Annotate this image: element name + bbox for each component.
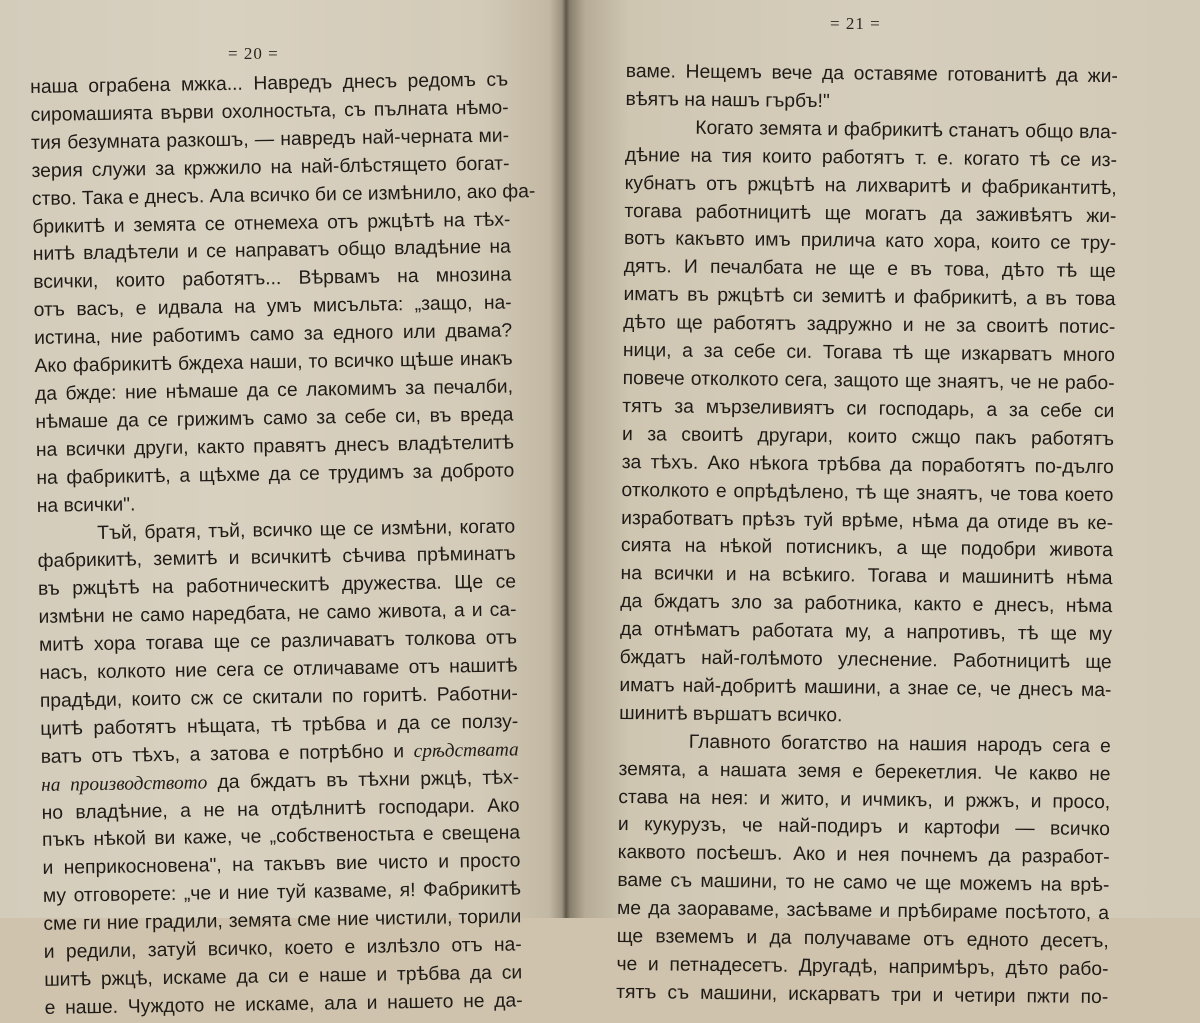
- text-line: сията на нѣкой потисникъ, а ще подобри живота: [620, 535, 1113, 562]
- right-page: [566, 0, 1200, 1009]
- text-line: че и петнадесетъ. Другадѣ, напримѣръ, дѣто рабо-: [616, 953, 1109, 981]
- text-line: въ ржцѣтѣ на работническитѣ дружества. Ще се: [37, 571, 517, 601]
- text-line: брикитѣ и земята се отнемеха отъ ржцѣтѣ на тѣх-: [32, 209, 511, 238]
- text-line: ще вземемъ и да получаваме отъ едното десетъ,: [616, 926, 1109, 953]
- paragraph-start-line: Когато земята и фабрикитѣ станатъ общо вла-: [695, 117, 1118, 143]
- text-line: на всички други, както правятъ днесъ владѣтелитѣ: [35, 432, 515, 461]
- text-line: митѣ хора тогава ще се различаватъ толкова отъ: [38, 627, 518, 657]
- book-gutter: [562, 0, 570, 918]
- text-line: шинитѣ вършатъ всичко.: [619, 702, 843, 727]
- text-line: дятъ. И печалбата не ще е въ това, дѣто тѣ ще: [623, 256, 1116, 283]
- text-line: да бжде: ние нѣмаше да се лакомимъ за печалби,: [34, 376, 514, 405]
- text-line: но владѣние, а не на отдѣлнитѣ господари. Ако: [41, 794, 520, 824]
- text-line: му отговорете: „че и ние туй казваме, я! Фабрикитѣ: [42, 878, 522, 908]
- page-number: = 21 =: [830, 14, 881, 33]
- text-line: сиромашията върви охолностьта, съ пълната нѣмо-: [30, 97, 509, 126]
- paragraph-start-line: Тъй, братя, тъй, всичко ще се измѣни, когато: [97, 515, 516, 544]
- text-line: прадѣди, които сж се скитали по горитѣ. Работни-: [39, 683, 518, 712]
- text-line: фабрикитѣ, земитѣ и всичкитѣ сѣчива прѣминатъ: [37, 543, 516, 573]
- text-run: ватъ отъ тѣхъ, а затова е потрѣбно и: [40, 740, 414, 768]
- text-line: отколкото е опрѣдѣлено, тѣ ще знаятъ, че това което: [621, 479, 1114, 506]
- text-line: тятъ съ машини, искарватъ три и четири пжти по-: [616, 981, 1109, 1009]
- text-line: и кукурузъ, че най-подиръ и картофи — всичко: [617, 814, 1111, 841]
- text-line: и неприкосновена", на такъвъ вие чисто и просто: [42, 850, 521, 880]
- text-line: иматъ въ ржцѣтѣ си земитѣ и фабрикитѣ, а въ това: [623, 284, 1116, 311]
- text-line: всички, които работятъ... Вѣрвамъ на мнозина: [33, 264, 512, 294]
- text-line: насъ, колкото ние сега се отличаваме отъ нашитѣ: [39, 655, 518, 684]
- text-line: ме да заораваме, засѣваме и прѣбираме посѣтото, а: [616, 898, 1110, 925]
- text-line: на фабрикитѣ, а щѣхме да се трудимъ за доброто: [36, 460, 515, 489]
- text-line: пъкъ нѣкой ви каже, че „собственостьта е свещена: [41, 822, 521, 852]
- text-line: ство. Така е днесъ. Ала всичко би се измѣнило, ако фа-: [31, 180, 536, 210]
- text-line: на всички".: [36, 493, 136, 517]
- text-line: вотъ какъвто имъ прилича като хора, които се тру-: [623, 228, 1117, 255]
- text-line: отъ васъ, е идвала на умъ мисъльта: „защо, на-: [33, 292, 512, 322]
- text-line: дѣто ще работятъ задружно и не за своитѣ потис-: [623, 312, 1116, 339]
- text-line: ваме съ машини, то не само че ще можемъ на врѣ-: [617, 870, 1110, 897]
- text-line: нѣмаше да се грижимъ само за себе си, въ вреда: [35, 404, 514, 433]
- text-line: и редили, затуй всичко, което е излѣзло отъ на-: [43, 934, 522, 963]
- paragraph-start-line: Главното богатство на нашия народъ сега е: [688, 731, 1111, 757]
- text-line: иматъ най-добритѣ машини, а знае се, че днесъ ма-: [619, 674, 1112, 702]
- text-line: истина, ние работимъ само за едного или двама?: [33, 320, 513, 350]
- text-line: на всички и на всѣкиго. Тогава и машинитѣ нѣма: [620, 563, 1113, 590]
- text-line: ваме. Нещемъ вече да оставяме готованитѣ да жи-: [625, 60, 1118, 88]
- left-page: [0, 0, 566, 1019]
- text-line: цитѣ работятъ нѣщата, тѣ трѣбва и да се ползу-: [40, 711, 519, 740]
- italic-emphasis: срѣдствата: [413, 739, 519, 762]
- text-line: за тѣхъ. Ако нѣкога трѣбва да поработятъ по-дълго: [621, 451, 1114, 478]
- text-line: тогава работницитѣ ще могатъ да заживѣятъ жи-: [624, 200, 1117, 227]
- text-line: земята, а нашата земя е берекетлия. Че какво не: [618, 758, 1111, 785]
- page-text: [616, 58, 1118, 1012]
- page-text: [30, 66, 536, 1022]
- text-line: да отнѣматъ работата му, а напротивъ, тѣ ще му: [619, 619, 1113, 646]
- text-line: вѣятъ на нашъ гърбъ!": [625, 88, 830, 113]
- text-run: да бждатъ въ тѣхни ржцѣ, тѣх-: [207, 767, 520, 793]
- text-line: шитѣ ржцѣ, искаме да си е наше и трѣбва да си: [44, 962, 523, 991]
- text-line: измѣни не само наредбата, не само живота, а и са-: [38, 599, 517, 629]
- text-line: сме ги ние градили, земята сме ние чистили, торили: [43, 906, 522, 936]
- text-line: кубнатъ отъ ржцѣтѣ на лихваритѣ и фабрикантитѣ,: [624, 172, 1117, 199]
- text-line: ници, а за себе си. Тогава тѣ ще изкарватъ много: [622, 340, 1116, 367]
- text-line: каквото посѣешъ. Ако и нея почнемъ да разработ-: [617, 842, 1110, 869]
- italic-emphasis: на производството: [41, 771, 208, 796]
- text-line: Ако фабрикитѣ бждеха наши, то всичко щѣше инакъ: [34, 348, 513, 378]
- text-line: изработватъ прѣзъ туй врѣме, нѣма да отиде въ ке-: [621, 507, 1114, 534]
- text-line: нитѣ владѣтели и се направатъ общо владѣние на: [32, 236, 511, 266]
- text-line: тятъ за мързеливиятъ си господарь, а за себе си: [622, 395, 1115, 423]
- text-line: е наше. Чуждото не искаме, ала и нашето не да-: [44, 990, 523, 1019]
- text-line: да бждатъ зло за работника, както е днесъ, нѣма: [620, 591, 1113, 618]
- text-line: повече отколкото сега, защото ще знаятъ, че не рабо-: [622, 367, 1115, 395]
- text-line: тия безумната разкошъ, — навредъ най-черната ми-: [30, 125, 510, 154]
- text-line: дѣние на тия които работятъ т. е. когато тѣ се из-: [624, 144, 1118, 171]
- text-line: бждатъ най-голѣмото улеснение. Работницитѣ ще: [619, 646, 1112, 674]
- page-number: = 20 =: [228, 44, 279, 63]
- text-line: и за своитѣ другари, които сжщо пакъ работятъ: [621, 423, 1115, 450]
- text-line: зерия служи за кржжило на най-блѣстящето богат-: [31, 153, 510, 182]
- text-line: става на нея: и жито, и ичмикъ, и ржжъ, и просо,: [618, 786, 1111, 813]
- text-line: наша ограбена мжка... Навредъ днесъ редомъ съ: [30, 69, 509, 98]
